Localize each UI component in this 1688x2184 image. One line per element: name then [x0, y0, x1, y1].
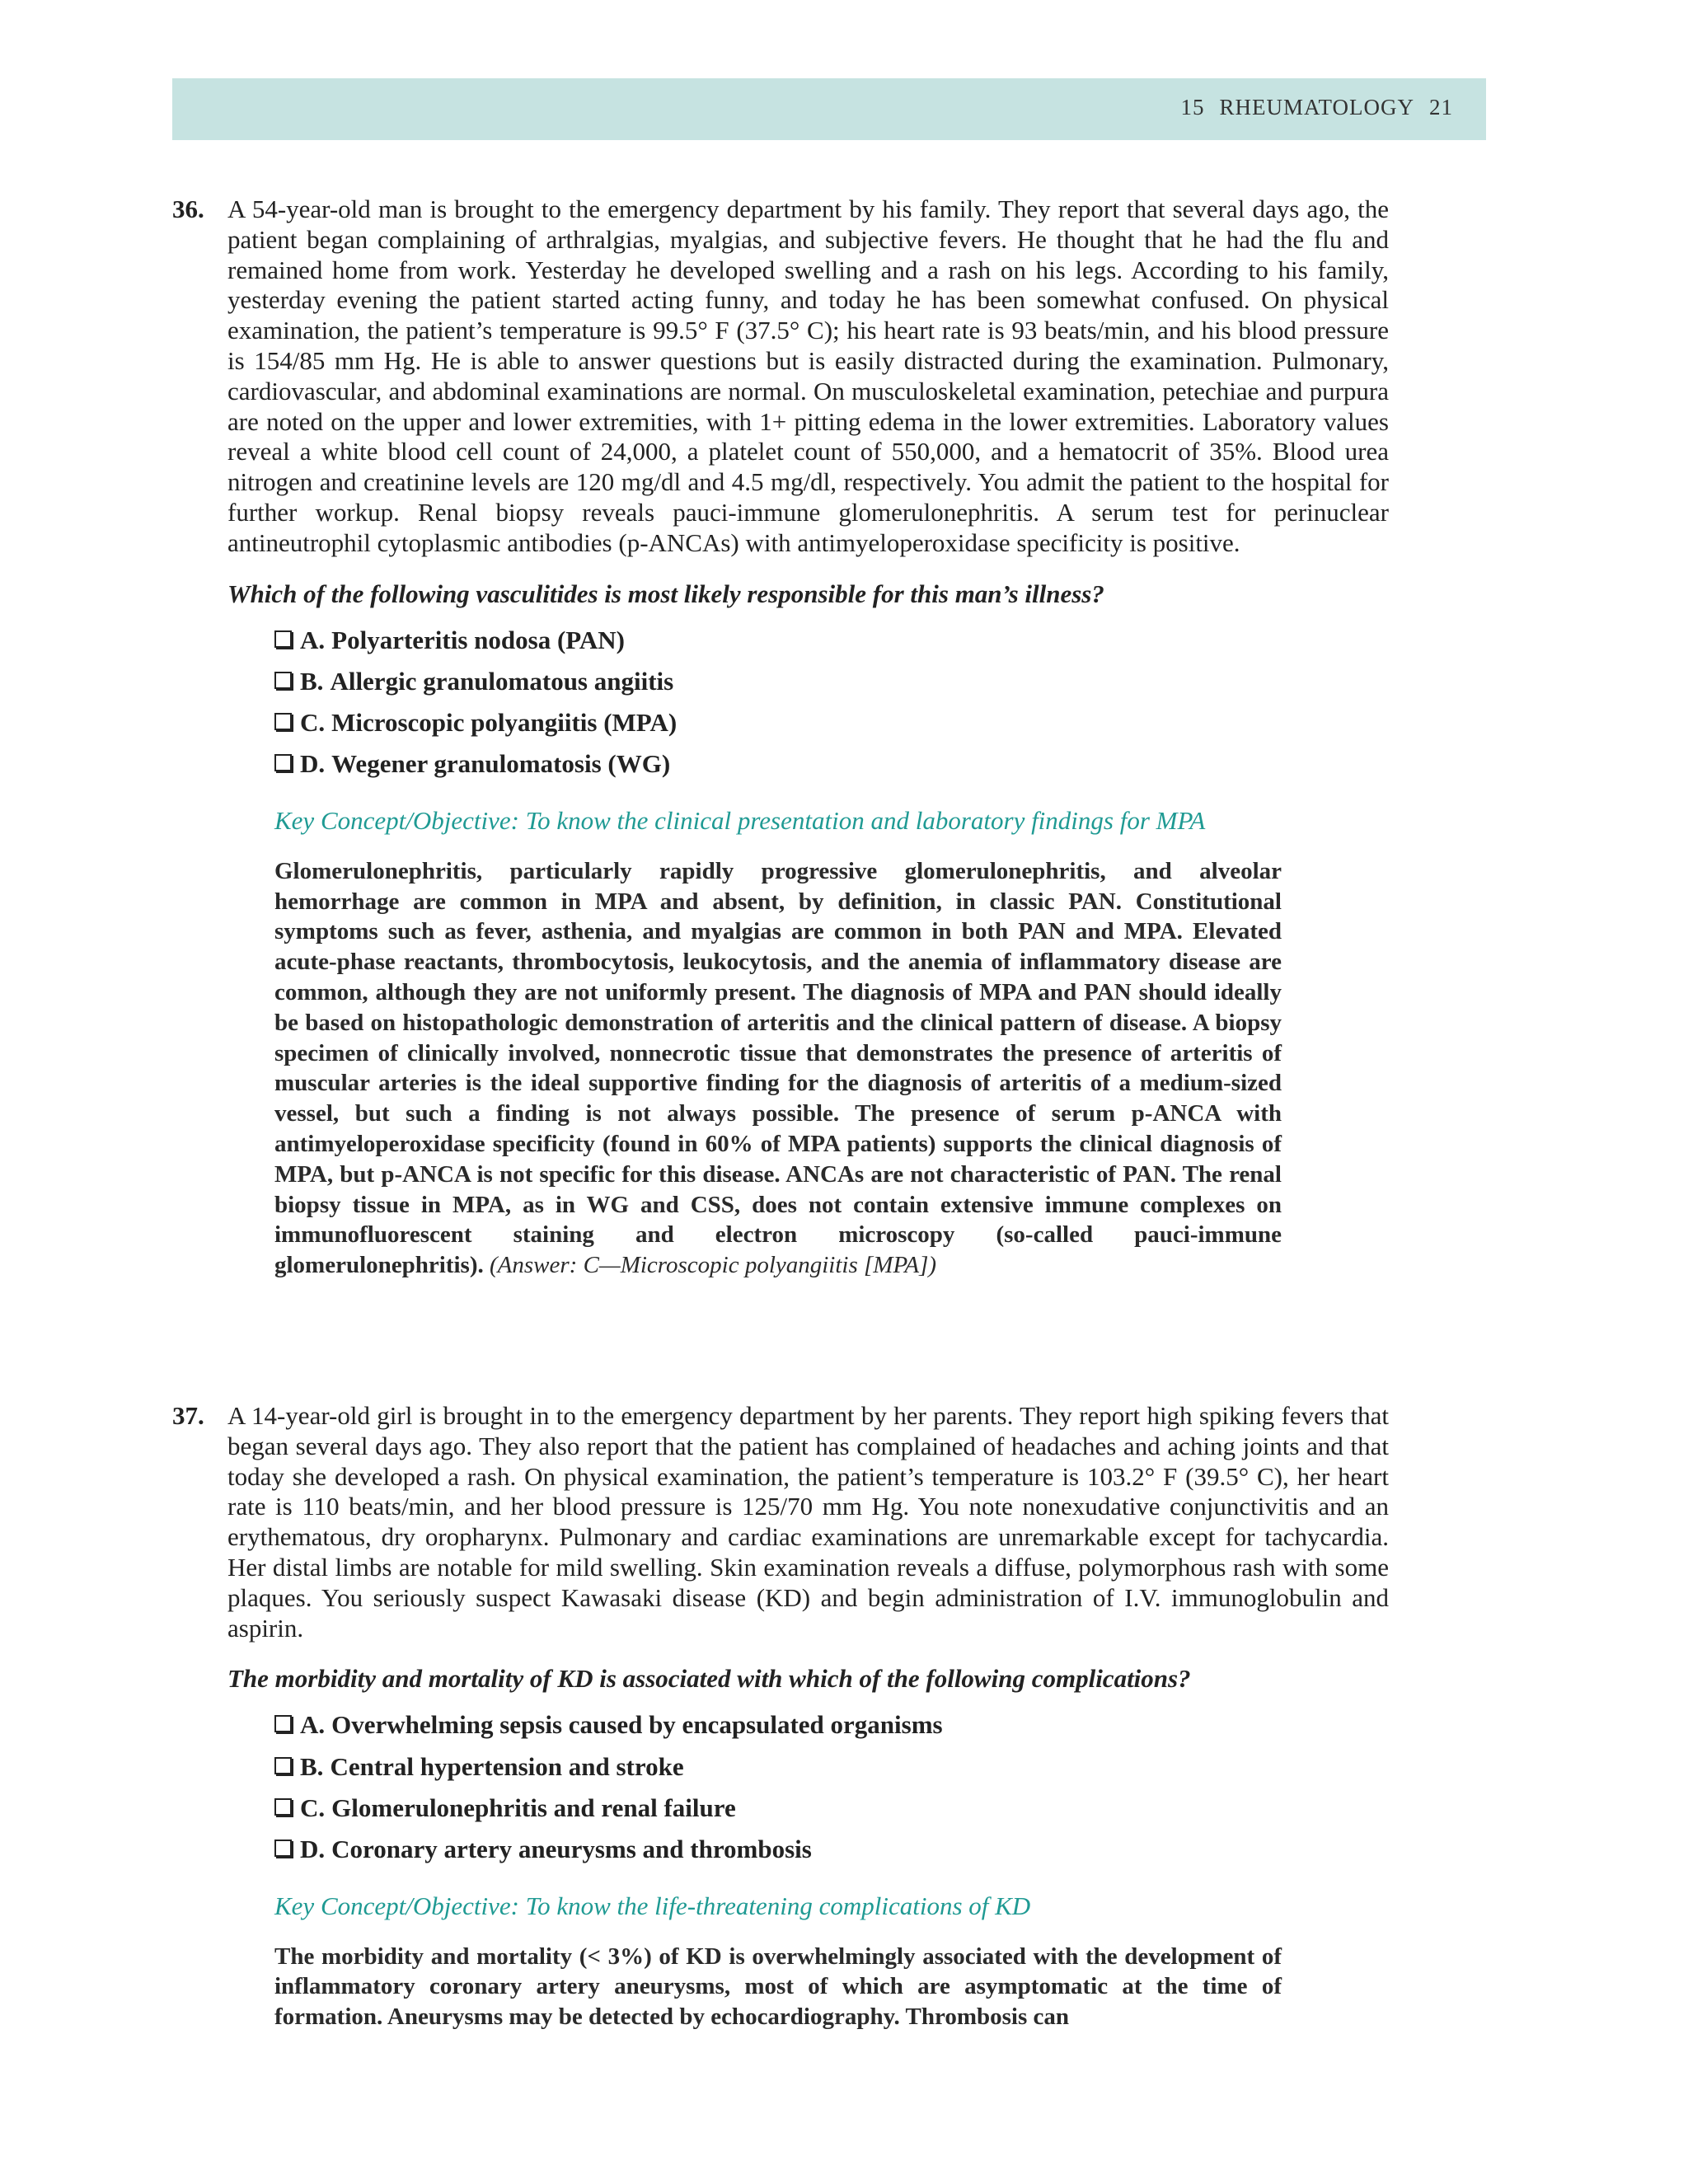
- option-c[interactable]: [274, 702, 1389, 743]
- explanation-text: Glomerulonephritis, particularly rapidly progressive glomerulonephritis, and alveolar hemorrhage are common in MPA and absent, by definition, in classic PAN. Constitutional symptoms such as fever, asthenia, and myalgias are common in both PAN and MPA. Elevated acute-phase reactants, thrombocytosis, leukocytosis, and the anemia of inflammatory disease are common, although they are not uniformly present. The diagnosis of MPA and PAN should ideally be based on histopathologic demonstration of arteritis and the clinical pattern of disease. A biopsy specimen of clinically involved, nonnecrotic tissue that demonstrates the presence of arteritis of muscular arteries is the ideal supportive finding for the diagnosis of arteritis of a medium-sized vessel, but such a finding is not always possible. The presence of serum p-ANCA with antimyeloperoxidase specificity (found in 60% of MPA patients) supports the clinical diagnosis of MPA, but p-ANCA is not specific for this disease. ANCAs are not characteristic of PAN. The renal biopsy tissue in MPA, as in WG and CSS, does not contain extensive immune complexes on immunofluorescent staining and electron microscopy (so-called pauci-immune glomerulonephritis).: [274, 857, 1282, 1279]
- checkbox-icon[interactable]: [274, 1715, 292, 1732]
- answer-key: (Answer: C—Microscopic polyangiitis [MPA]): [490, 1252, 937, 1279]
- option-letter: A.: [300, 1710, 326, 1740]
- option-letter: D.: [300, 1835, 326, 1864]
- option-b[interactable]: [274, 661, 1389, 702]
- question-stem: A 14-year-old girl is brought in to the emergency department by her parents. They report high spiking fevers that began several days ago. They also report that the patient has complained of headaches and aching joints and that today she developed a rash. On physical examination, the patient’s temperature is 103.2° F (39.5° C), her heart rate is 110 beats/min, and her blood pressure is 125/70 mm Hg. You note nonexudative conjunctivitis and an erythematous, dry oropharynx. Pulmonary and cardiac examinations are unremarkable except for tachycardia. Her distal limbs are notable for mild swelling. Skin examination reveals a diffuse, polymorphous rash with some plaques. You seriously suspect Kawasaki disease (KD) and begin administration of I.V. immunoglobulin and aspirin.: [227, 1401, 1389, 1643]
- question-number: 36.: [172, 194, 204, 223]
- option-d[interactable]: [274, 1829, 1389, 1870]
- option-text: Polyarteritis nodosa (PAN): [331, 625, 626, 654]
- checkbox-icon[interactable]: [274, 713, 292, 730]
- question-36: [172, 194, 1389, 1281]
- checkbox-icon[interactable]: [274, 754, 292, 771]
- checkbox-icon[interactable]: [274, 672, 292, 689]
- question-number: 37.: [172, 1401, 204, 1430]
- checkbox-icon[interactable]: [274, 1757, 292, 1774]
- option-letter: C.: [300, 1793, 326, 1822]
- option-letter: C.: [300, 708, 326, 738]
- option-c[interactable]: [274, 1788, 1389, 1829]
- option-text: Allergic granulomatous angiitis: [330, 666, 674, 696]
- explanation-text: The morbidity and mortality (< 3%) of KD is overwhelmingly associated with the development of inflammatory coronary artery aneurysms, most of which are asymptomatic at the time of formation. Aneurysms may be detected by echocardiography. Thrombosis can: [274, 1943, 1282, 2031]
- key-concept-objective: Key Concept/Objective: To know the clinical presentation and laboratory findings for MPA: [274, 805, 1206, 835]
- option-a[interactable]: [274, 1704, 1389, 1746]
- chapter-title: RHEUMATOLOGY: [1219, 95, 1414, 120]
- key-concept-objective: Key Concept/Objective: To know the life-threatening complications of KD: [274, 1891, 1031, 1920]
- checkbox-icon[interactable]: [274, 630, 292, 648]
- checkbox-icon[interactable]: [274, 1840, 292, 1857]
- page-number: 21: [1429, 95, 1453, 120]
- option-text: Wegener granulomatosis (WG): [331, 749, 671, 779]
- answer-options: [274, 620, 1389, 785]
- chapter-number: 15: [1180, 95, 1205, 120]
- checkbox-icon[interactable]: [274, 1798, 292, 1816]
- option-letter: A.: [300, 625, 326, 654]
- option-b[interactable]: [274, 1746, 1389, 1788]
- running-head-text: [1180, 95, 1453, 120]
- answer-options: [274, 1704, 1389, 1870]
- option-text: Microscopic polyangiitis (MPA): [331, 708, 678, 738]
- option-letter: D.: [300, 749, 326, 779]
- option-text: Glomerulonephritis and renal failure: [331, 1793, 736, 1822]
- option-letter: B.: [300, 666, 324, 696]
- option-text: Central hypertension and stroke: [330, 1751, 684, 1781]
- running-header: [172, 78, 1486, 140]
- option-a[interactable]: [274, 620, 1389, 661]
- answer-explanation: [274, 1942, 1282, 2032]
- question-prompt: Which of the following vasculitides is most likely responsible for this man’s illness?: [227, 579, 1104, 608]
- answer-explanation: [274, 856, 1282, 1281]
- question-prompt: The morbidity and mortality of KD is associated with which of the following complications?: [227, 1664, 1191, 1694]
- option-text: Overwhelming sepsis caused by encapsulated organisms: [331, 1710, 943, 1740]
- question-stem: A 54-year-old man is brought to the emergency department by his family. They report that several days ago, the patient began complaining of arthralgias, myalgias, and subjective fevers. He thought that he had the flu and remained home from work. Yesterday he developed swelling and a rash on his legs. According to his family, yesterday evening the patient started acting funny, and today he has been somewhat confused. On physical examination, the patient’s temperature is 99.5° F (37.5° C); his heart rate is 93 beats/min, and his blood pressure is 154/85 mm Hg. He is able to answer questions but is easily distracted during the examination. Pulmonary, cardiovascular, and abdominal examinations are normal. On musculoskeletal examination, petechiae and purpura are noted on the upper and lower extremities, with 1+ pitting edema in the lower extremities. Laboratory values reveal a white blood cell count of 24,000, a platelet count of 550,000, and a hematocrit of 35%. Blood urea nitrogen and creatinine levels are 120 mg/dl and 4.5 mg/dl, respectively. You admit the patient to the hospital for further workup. Renal biopsy reveals pauci-immune glomerulonephritis. A serum test for perinuclear antineutrophil cytoplasmic antibodies (p-ANCAs) with antimyeloperoxidase specificity is positive.: [227, 194, 1389, 557]
- question-37: [172, 1401, 1389, 2032]
- option-d[interactable]: [274, 743, 1389, 785]
- option-text: Coronary artery aneurysms and thrombosis: [331, 1835, 812, 1864]
- option-letter: B.: [300, 1751, 324, 1781]
